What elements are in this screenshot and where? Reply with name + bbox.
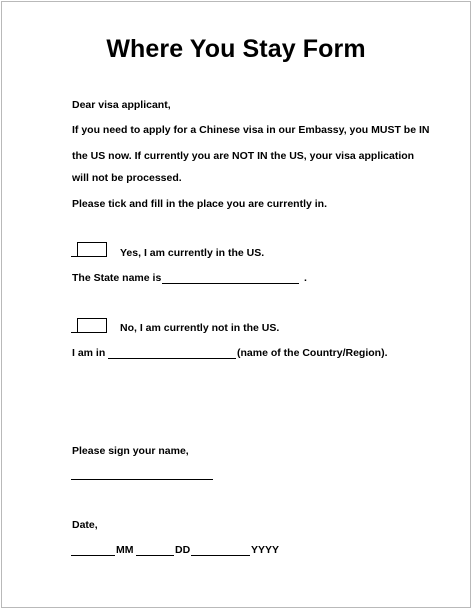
greeting-text: Dear visa applicant, <box>72 99 171 111</box>
signature-underline <box>71 479 213 480</box>
country-input[interactable] <box>108 344 236 358</box>
state-label: The State name is <box>72 272 162 284</box>
country-suffix: (name of the Country/Region). <box>237 347 388 359</box>
signature-label: Please sign your name, <box>72 445 189 457</box>
intro-line-4: Please tick and fill in the place you are currently in. <box>72 198 328 210</box>
intro-line-3: will not be processed. <box>72 172 182 184</box>
not-in-us-label: No, I am currently not in the US. <box>120 322 280 334</box>
i-am-in-label: I am in <box>72 347 106 359</box>
state-input[interactable] <box>162 269 299 283</box>
year-input[interactable] <box>191 541 250 555</box>
year-underline <box>191 555 250 556</box>
in-us-checkbox[interactable] <box>77 242 107 257</box>
not-in-us-checkbox[interactable] <box>77 318 107 333</box>
page-title: Where You Stay Form <box>106 35 366 63</box>
day-label: DD <box>175 544 191 556</box>
intro-line-1: If you need to apply for a Chinese visa in our Embassy, you MUST be IN <box>72 124 430 136</box>
month-underline <box>71 555 115 556</box>
form-page <box>1 1 471 608</box>
signature-input[interactable] <box>71 464 213 478</box>
month-input[interactable] <box>71 541 115 555</box>
intro-line-2: the US now. If currently you are NOT IN the US, your visa application <box>72 150 415 162</box>
day-input[interactable] <box>136 541 174 555</box>
month-label: MM <box>116 544 134 556</box>
state-underline <box>162 283 299 284</box>
year-label: YYYY <box>251 544 280 556</box>
country-underline <box>108 358 236 359</box>
day-underline <box>136 555 174 556</box>
date-label: Date, <box>72 519 98 531</box>
in-us-label: Yes, I am currently in the US. <box>120 247 265 259</box>
state-period: . <box>304 272 307 284</box>
